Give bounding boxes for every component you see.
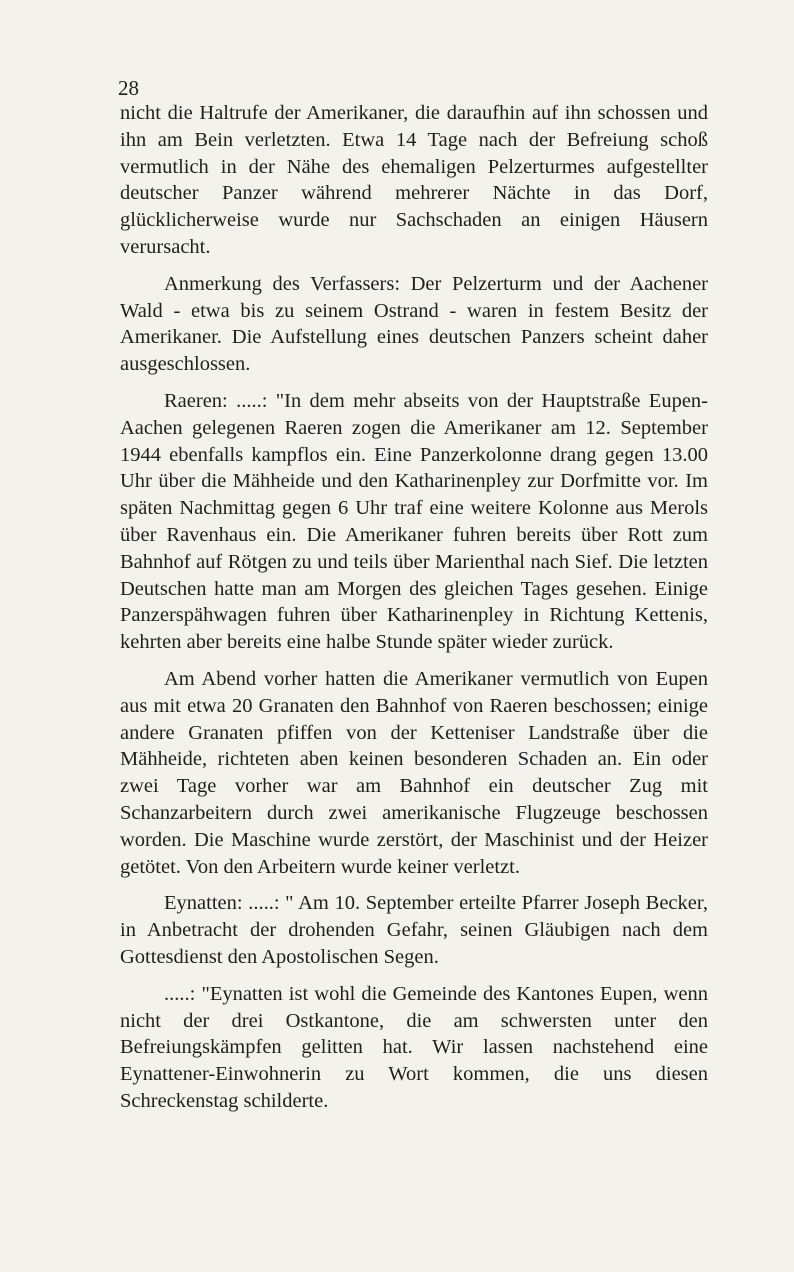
page-number: 28 [118, 76, 139, 100]
paragraph-1: nicht die Haltrufe der Amerikaner, die daraufhin auf ihn schossen und ihn am Bein verletzten. Etwa 14 Tage nach der Befreiung schoß vermutlich in der Nähe des ehemaligen Pelzerturmes aufgestellter deutscher Panzer während mehrerer Nächte in das Dorf, glücklicherweise wurde nur Sachschaden an einigen Häusern verursacht. [120, 102, 708, 258]
paragraph-4: Am Abend vorher hatten die Amerikaner vermutlich von Eupen aus mit etwa 20 Granaten den Bahnhof von Raeren beschossen; einige andere Granaten pfiffen von der Ketteniser Landstraße über die Mähheide, richteten aben keinen besonderen Schaden an. Ein oder zwei Tage vorher war am Bahnhof ein deutscher Zug mit Schanzarbeitern durch zwei amerikanische Flugzeuge beschossen worden. Die Maschine wurde zerstört, der Maschinist und der Heizer getötet. Von den Arbeitern wurde keiner verletzt. [120, 667, 708, 878]
paragraph-2: Anmerkung des Verfassers: Der Pelzerturm und der Aachener Wald - etwa bis zu seinem Ostrand - waren in festem Besitz der Amerikaner. Die Aufstellung eines deutschen Panzers scheint daher ausgeschlossen. [120, 272, 708, 376]
paragraph-3: Raeren: .....: "In dem mehr abseits von der Hauptstraße Eupen-Aachen gelegenen Raeren zogen die Amerikaner am 12. September 1944 ebenfalls kampflos ein. Eine Panzerkolonne drang gegen 13.00 Uhr über die Mähheide und den Katharinenpley zur Dorfmitte vor. Im späten Nachmittag gegen 6 Uhr traf eine weitere Kolonne aus Merols über Ravenhaus ein. Die Amerikaner fuhren bereits über Rott zum Bahnhof auf Rötgen zu und teils über Marienthal nach Sief. Die letzten Deutschen hatte man am Morgen des gleichen Tages gesehen. Einige Panzerspähwagen fuhren über Katharinenpley in Richtung Kettenis, kehrten aber bereits eine halbe Stunde später wieder zurück. [120, 389, 708, 654]
paragraph-5: Eynatten: .....: " Am 10. September erteilte Pfarrer Joseph Becker, in Anbetracht der drohenden Gefahr, seinen Gläubigen nach dem Gottesdienst den Apostolischen Segen. [120, 892, 708, 968]
paragraph-6: .....: "Eynatten ist wohl die Gemeinde des Kantones Eupen, wenn nicht der drei Ostkantone, die am schwersten unter den Befreiungskämpfen gelitten hat. Wir lassen nachstehend eine Eynattener-Einwohnerin zu Wort kommen, die uns diesen Schreckenstag schilderte. [120, 982, 708, 1112]
body-text [120, 100, 708, 1125]
